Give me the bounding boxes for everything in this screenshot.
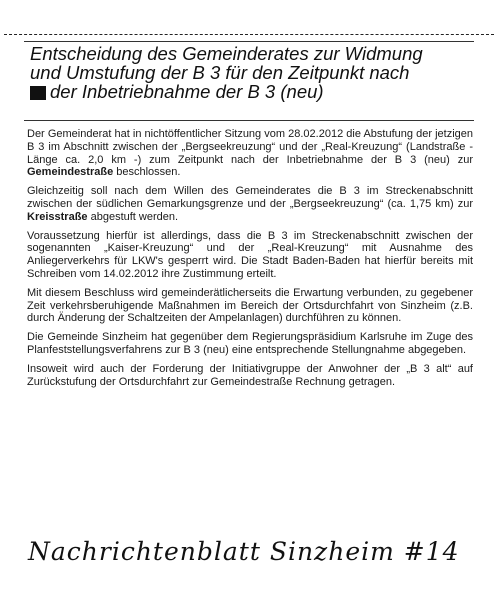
title-line-3-text: der Inbetriebnahme der B 3 (neu) xyxy=(50,81,324,102)
article-title xyxy=(30,44,470,101)
paragraph-5: Die Gemeinde Sinzheim hat gegenüber dem Regierungspräsidium Karlsruhe im Zuge des Planfeststellungsverfahrens zur B 3 (neu) eine entsprechende Stellungnahme abgegeben. xyxy=(27,331,473,356)
ink-blot xyxy=(30,86,46,100)
paragraph-6: Insoweit wird auch der Forderung der Initiativgruppe der Anwohner der „B 3 alt“ auf Zurückstufung der Ortsdurchfahrt zur Gemeindestraße Rechnung getragen. xyxy=(27,362,473,388)
article-body xyxy=(27,128,473,394)
title-line-3 xyxy=(30,82,470,101)
title-line-1: Entscheidung des Gemeinderates zur Widmung xyxy=(30,43,423,64)
paragraph-3: Voraussetzung hierfür ist allerdings, dass die B 3 im Streckenabschnitt zwischen der sogenannten „Kaiser-Kreuzung“ und der „Real-Kreuzung“ mit Ausnahme des Anliegerverkehrs für LKW's gesperrt wird. Die Stadt Baden-Baden hat hierfür bereits mit Schreiben vom 14.02.2012 ihre Zustimmung erteilt. xyxy=(27,229,473,280)
rule-top xyxy=(24,41,474,42)
page-top-edge xyxy=(4,34,494,35)
paragraph-2: Gleichzeitig soll nach dem Willen des Gemeinderates die B 3 im Streckenabschnitt zwischen der südlichen Gemarkungsgrenze und der „Bergseekreuzung“ (ca. 1,75 km) zur Kreisstraße abgestuft werden. xyxy=(27,185,473,223)
bold-term-2: Kreisstraße xyxy=(27,210,88,223)
rule-bottom xyxy=(24,120,474,121)
bold-term-1: Gemeindestraße xyxy=(27,166,114,179)
paragraph-4: Mit diesem Beschluss wird gemeinderätlicherseits die Erwartung verbunden, zu gegebener Zeit verkehrsberuhigende Maßnahmen im Bereich der Ortsdurchfahrt von Sinzheim (z.B. durch Änderung der Schaltzeiten der Ampelanlagen) durchführen zu können. xyxy=(27,286,473,325)
paragraph-1: Der Gemeinderat hat in nichtöffentlicher Sitzung vom 28.02.2012 die Abstufung der jetzigen B 3 im Abschnitt zwischen der „Bergseekreuzung“ und der „Real-Kreuzung“ (Landstraße - Länge ca. 2,0 km -) zum Zeitpunkt nach der Inbetriebnahme der B 3 (neu) zur Gemeindestraße beschlossen. xyxy=(27,128,473,179)
handwritten-source-note: Nachrichtenblatt Sinzheim #14 xyxy=(28,537,460,566)
title-line-2: und Umstufung der B 3 für den Zeitpunkt nach xyxy=(30,62,410,83)
